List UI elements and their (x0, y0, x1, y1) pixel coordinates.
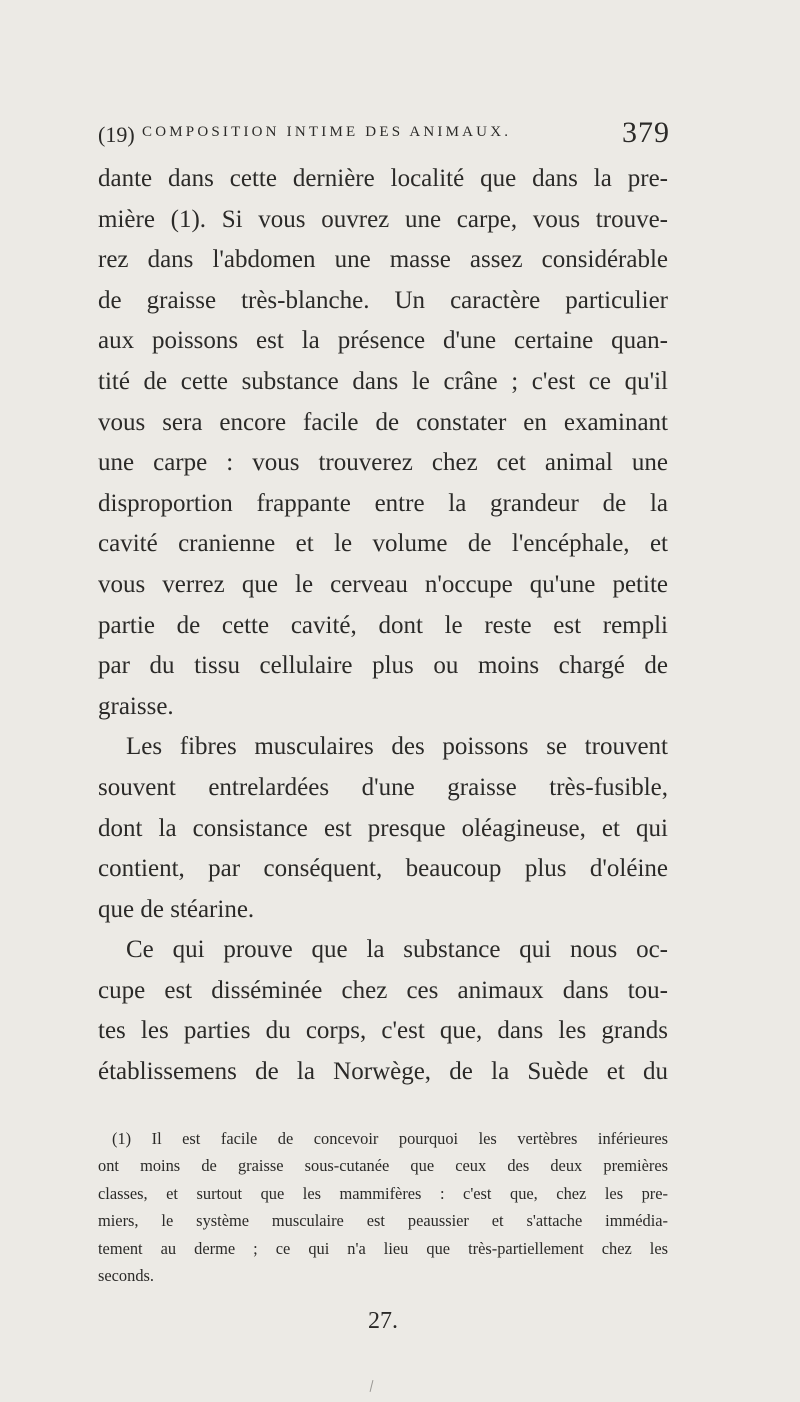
text-line: établissemens de la Norwège, de la Suède et du (98, 1058, 668, 1086)
signature-mark: 27. (368, 1308, 398, 1334)
text-line: par du tissu cellulaire plus ou moins chargé de (98, 652, 668, 680)
text-line: que de stéarine. (98, 895, 255, 923)
text-line: cupe est disséminée chez ces animaux dans tou- (98, 976, 668, 1004)
footnote-line: tement au derme ; ce qui n'a lieu que très-partiellement chez les (98, 1238, 668, 1258)
footnote (98, 1125, 668, 1289)
text-line: dont la consistance est presque oléagineuse, et qui (98, 814, 668, 842)
text-line: aux poissons est la présence d'une certaine quan- (98, 327, 668, 355)
page-number: 379 (622, 116, 670, 149)
text-line: vous sera encore facile de constater en examinant (98, 408, 668, 436)
text-line: disproportion frappante entre la grandeur de la (98, 489, 668, 517)
body-text (98, 159, 668, 1093)
footnote-line: miers, le système musculaire est peaussier et s'attache immédia- (98, 1211, 668, 1231)
running-header (98, 112, 670, 152)
text-line: cavité cranienne et le volume de l'encéphale, et (98, 530, 668, 558)
text-line: vous verrez que le cerveau n'occupe qu'une petite (98, 570, 668, 598)
text-line: dante dans cette dernière localité que dans la pre- (98, 165, 668, 192)
text-line: contient, par conséquent, beaucoup plus d'oléine (98, 855, 668, 883)
text-line: Ce qui prouve que la substance qui nous oc- (126, 936, 668, 964)
text-line: Les fibres musculaires des poissons se trouvent (126, 733, 668, 761)
stray-mark (370, 1380, 374, 1392)
header-title: COMPOSITION INTIME DES ANIMAUX. (142, 124, 512, 140)
text-line: tité de cette substance dans le crâne ; c'est ce qu'il (98, 367, 668, 395)
footnote-line: seconds. (98, 1265, 154, 1285)
text-line: partie de cette cavité, dont le reste est rempli (98, 611, 668, 639)
text-line: de graisse très-blanche. Un caractère particulier (98, 286, 668, 314)
text-line: rez dans l'abdomen une masse assez considérable (98, 246, 668, 274)
text-line: une carpe : vous trouverez chez cet animal une (98, 449, 668, 477)
footnote-line: classes, et surtout que les mammifères : c'est que, chez les pre- (98, 1183, 668, 1203)
text-line: tes les parties du corps, c'est que, dans les grands (98, 1017, 668, 1045)
text-line: mière (1). Si vous ouvrez une carpe, vous trouve- (98, 205, 668, 233)
footnote-line: ont moins de graisse sous-cutanée que ceux des deux premières (98, 1156, 668, 1176)
text-line: souvent entrelardées d'une graisse très-fusible, (98, 773, 668, 801)
header-section-number: (19) (98, 122, 135, 147)
footnote-line: (1) Il est facile de concevoir pourquoi les vertèbres inférieures (112, 1129, 668, 1148)
text-line: graisse. (98, 692, 174, 720)
